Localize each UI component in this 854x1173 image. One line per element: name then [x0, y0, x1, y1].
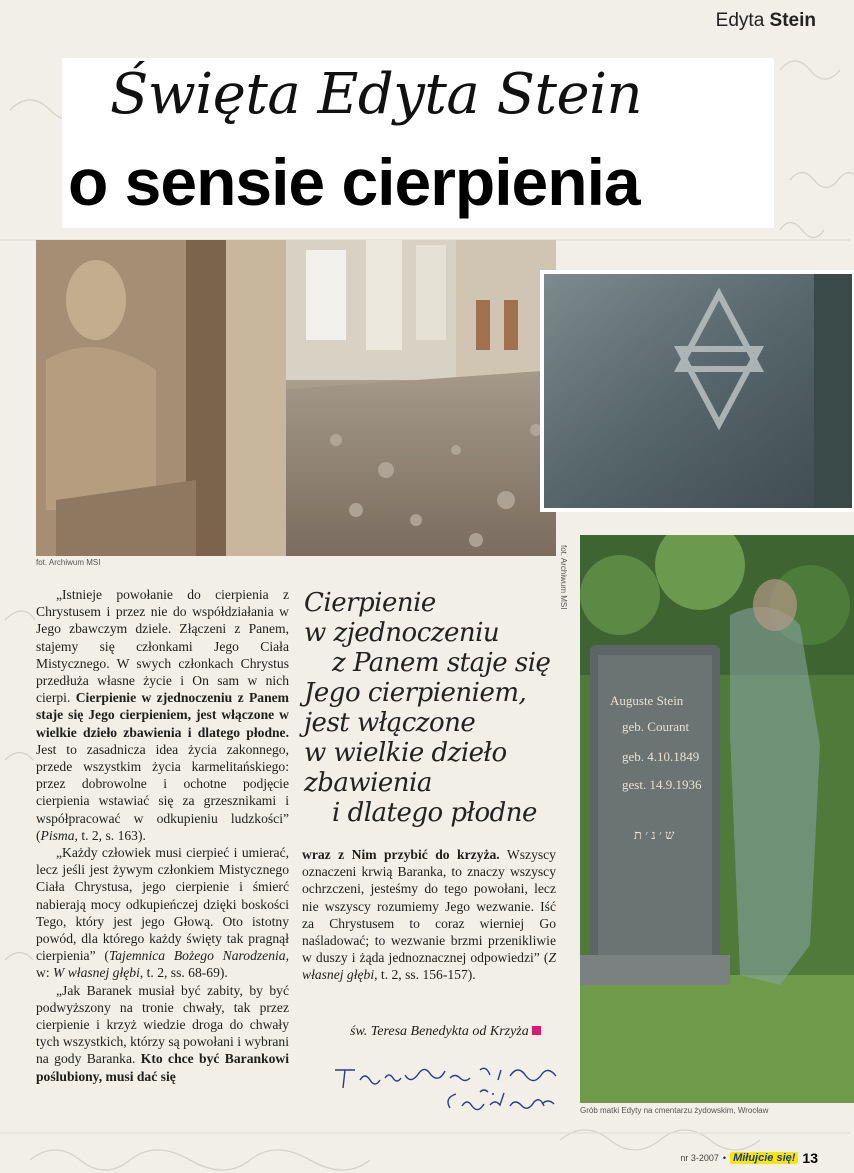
article-left-column [36, 586, 289, 1085]
body-text: , t. 2, ss. 156-157). [374, 967, 476, 983]
svg-text:ש ׳ נ ׳ ת: ש ׳ נ ׳ ת [634, 827, 675, 842]
svg-text:geb. Courant: geb. Courant [622, 719, 690, 734]
paragraph [36, 982, 289, 1085]
body-text: „Jak Baranek musiał być zabity, by być podwyższony na tronie chwały, tak przez cierpienie i krzyż wiedzie droga do chwały tych wszystkich, którzy są powołani i wybrani na gody Baranka. [36, 982, 289, 1067]
citation-text: Tajemnica Bożego Narodzenia [108, 948, 286, 964]
svg-text:gest. 14.9.1936: gest. 14.9.1936 [622, 777, 702, 792]
magazine-logo: Miłujcie się! [730, 1152, 798, 1164]
issue-number: nr 3-2007 [680, 1153, 719, 1163]
pull-quote-line: w wielkie dzieło [304, 738, 507, 768]
section-first: Edyta [715, 10, 765, 31]
body-text: , t. 2, ss. 68-69). [139, 965, 228, 981]
headline-line-1: Święta Edyta Stein [110, 62, 643, 127]
handwritten-signature [330, 1050, 580, 1120]
emphasis-text: Kto chce być Barankowi poślubiony, musi dać się [36, 1051, 289, 1084]
page-number: 13 [802, 1150, 818, 1166]
citation-text: W własnej głębi [53, 965, 140, 981]
page-footer [680, 1150, 818, 1166]
bullet-separator: • [722, 1153, 727, 1163]
author-name: św. Teresa Benedykta od Krzyża [350, 1024, 529, 1039]
body-text: „Każdy człowiek musi cierpieć i umierać, lecz jeśli jest żywym członkiem Mistycznego Ciała Chrystusa, jego cierpienie i śmierć nabierają mocy odkupieńczej dzięki boskości Tego, który jest jego Głową. Oto istotny powód, dla którego każdy święty tak pragnął cierpienia” ( [36, 845, 289, 964]
church-ruins-photo [36, 240, 556, 556]
author-attribution [350, 1024, 541, 1040]
headline-line-2: o sensie cierpienia [68, 145, 640, 219]
svg-text:geb. 4.10.1849: geb. 4.10.1849 [622, 749, 700, 764]
paragraph [36, 844, 289, 982]
section-second: Stein [769, 10, 816, 31]
pull-quote-line: z Panem staje się [332, 648, 551, 678]
pull-quote-line: Jego cierpieniem, [304, 678, 527, 708]
star-of-david-photo [540, 270, 854, 512]
body-text: Jest to zasadnicza idea życia zakonnego, przede wszystkim życia karmelitańskiego: przez dobrowolne i ochotne podjęcie cierpienia wstawiać się za grzesznikami i współpracować w odkupieniu ludzkości” ( [36, 741, 289, 843]
article-middle-column [302, 846, 556, 984]
section-header [716, 10, 816, 32]
pull-quote [304, 588, 566, 828]
paragraph [302, 846, 556, 984]
emphasis-text: Cierpienie w zjednoczeniu z Panem staje się Jego cierpieniem, jest włączone w wielkie dzieło zbawienia i dlatego płodne. [36, 690, 289, 740]
body-text: , t. 2, s. 163). [74, 827, 146, 843]
pull-quote-line: Cierpienie [304, 588, 436, 618]
grave-photo [580, 535, 854, 1103]
end-mark-icon [532, 1026, 541, 1035]
svg-text:Auguste Stein: Auguste Stein [610, 693, 684, 708]
pull-quote-line: zbawienia [304, 768, 432, 798]
body-text: „Istnieje powołanie do cierpienia z Chrystusem i przez nie do współdziałania w Jego zbawczym dziele. Złączeni z Panem, stajemy się członkami Jego Ciała Mistycznego. W swych członkach Chrystus przedłuża własne życie i On sam w nich cierpi. [36, 587, 289, 706]
grave-caption: Grób matki Edyty na cmentarzu żydowskim, Wrocław [580, 1106, 769, 1115]
pull-quote-line: w zjednoczeniu [304, 618, 500, 648]
photo-credit: fot. Archiwum MSI [36, 558, 101, 567]
citation-text: Z własnej głębi [302, 950, 556, 983]
paragraph [36, 586, 289, 844]
emphasis-text: wraz z Nim przybić do krzyża. [302, 847, 500, 862]
body-text: Wszyscy oznaczeni krwią Baranka, to znaczy wszyscy ochrzczeni, jesteśmy do tego powołani, lecz nie wszyscy rozumiemy Jego wezwanie. Iść za Chrystusem to coraz wierniej Go naśladować; to wezwanie brzmi przenikliwie w duszy i żąda jednoznacznej odpowiedzi” ( [302, 847, 556, 966]
photo-credit-vertical: fot. Archiwum MSI [559, 545, 568, 610]
citation-text: Pisma [40, 827, 75, 843]
body-text: , w: [36, 948, 289, 981]
pull-quote-line: i dlatego płodne [332, 798, 537, 828]
pull-quote-line: jest włączone [304, 708, 476, 738]
